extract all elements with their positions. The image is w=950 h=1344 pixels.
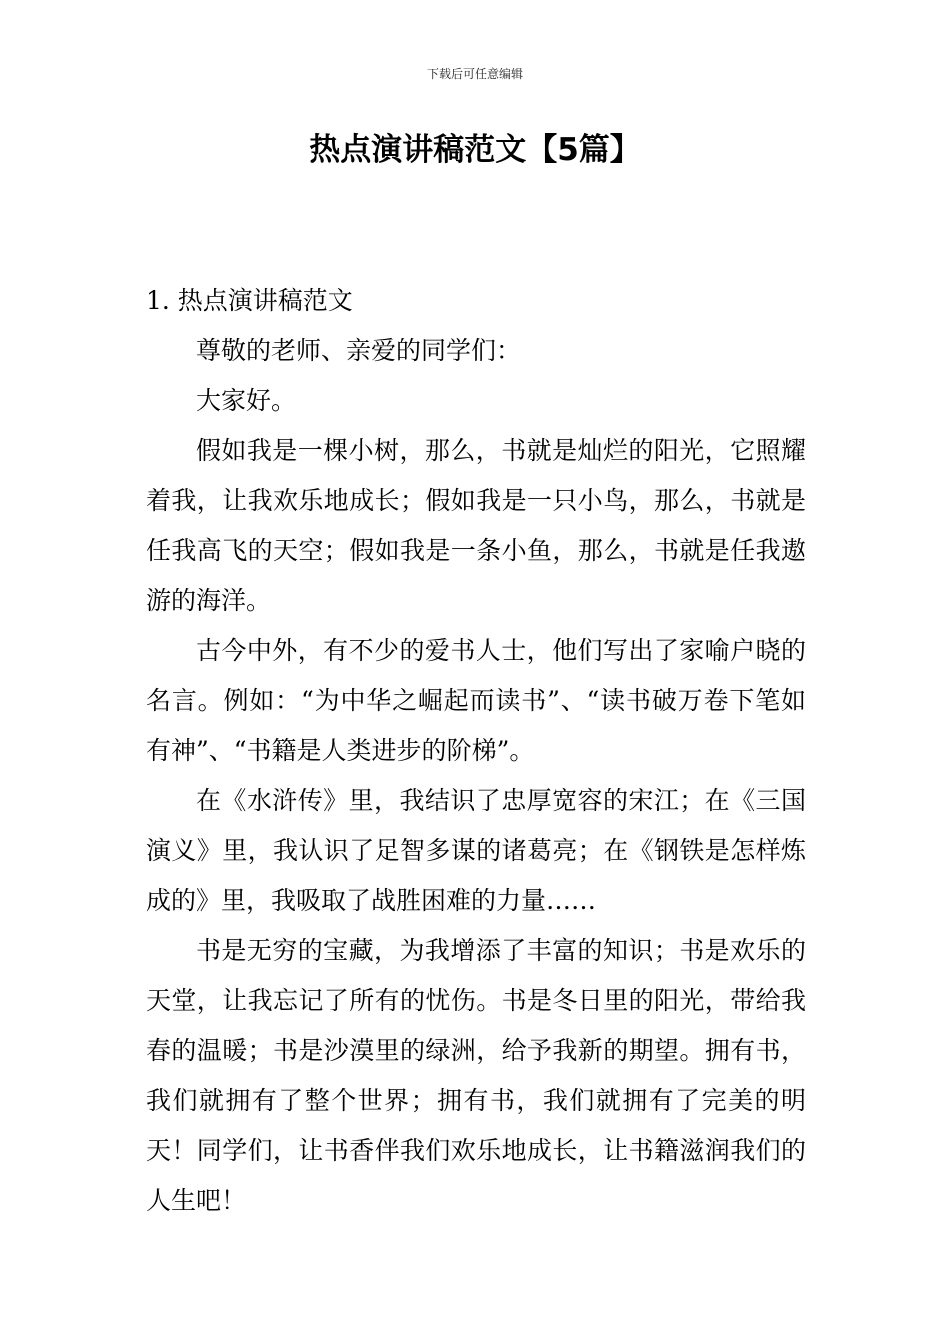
document-title: 热点演讲稿范文【5篇】 [309, 132, 641, 168]
section-heading: 1. 热点演讲稿范文 [146, 286, 353, 315]
body-paragraph: 书是无穷的宝藏，为我增添了丰富的知识；书是欢乐的天堂，让我忘记了所有的忧伤。书是冬日里的阳光，带给我春的温暖；书是沙漠里的绿洲，给予我新的期望。拥有书，我们就拥有了整个世界；拥有书，我们就拥有了完美的明天！同学们，让书香伴我们欢乐地成长，让书籍滋润我们的人生吧！ [146, 936, 806, 1215]
header-note: 下载后可任意编辑 [426, 67, 523, 81]
body-paragraph: 假如我是一棵小树，那么，书就是灿烂的阳光，它照耀着我，让我欢乐地成长；假如我是一只小鸟，那么，书就是任我高飞的天空；假如我是一条小鱼，那么，书就是任我遨游的海洋。 [146, 436, 806, 615]
salutation-paragraph: 尊敬的老师、亲爱的同学们： [196, 336, 522, 365]
body-paragraph: 古今中外，有不少的爱书人士，他们写出了家喻户晓的名言。例如：“为中华之崛起而读书”、“读书破万卷下笔如有神”、“书籍是人类进步的阶梯”。 [146, 636, 806, 765]
body-paragraph: 在《水浒传》里，我结识了忠厚宽容的宋江；在《三国演义》里，我认识了足智多谋的诸葛亮；在《钢铁是怎样炼成的》里，我吸取了战胜困难的力量…… [146, 786, 806, 915]
document-body [146, 276, 806, 1226]
greeting-paragraph: 大家好。 [196, 386, 297, 415]
